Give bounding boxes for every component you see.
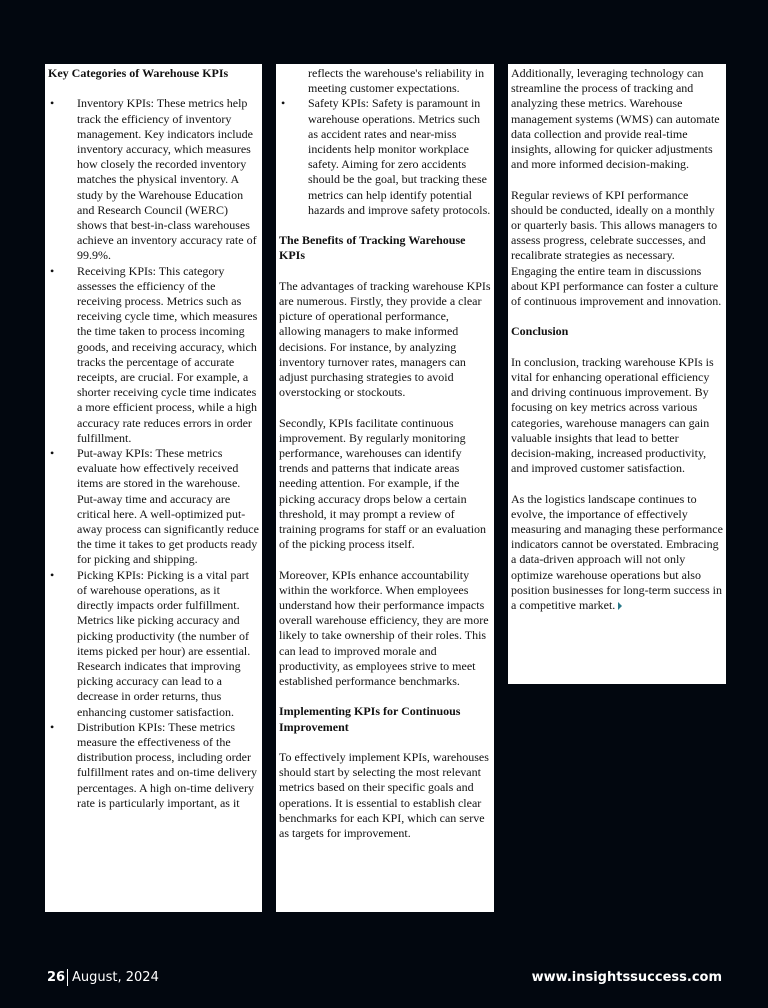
list-item-text: Receiving KPIs: This category assesses the efficiency of the receiving process. Metrics such as receiving cycle time, which measures the time taken to process incoming goods, and receiving accuracy, which tracks the percentage of accurate receipts, are crucial. For example, a shorter receiving cycle time indicates a more efficient process, while a high accuracy rate reduces errors in order fulfillment. bbox=[77, 263, 258, 445]
list-item-text: reflects the warehouse's reliability in meeting customer expectations. bbox=[308, 66, 485, 96]
heading-benefits: The Benefits of Tracking Warehouse KPIs bbox=[279, 233, 466, 263]
list-item-receiving bbox=[48, 264, 259, 446]
list-item-text: Safety KPIs: Safety is paramount in warehouse operations. Metrics such as accident rates and near-miss incidents help monitor workplace safety. Aiming for zero accidents should be the goal, but tracking these metrics can help identify potential hazards and improve safety protocols. bbox=[308, 96, 491, 217]
heading-conclusion: Conclusion bbox=[511, 324, 569, 339]
paragraph-final bbox=[511, 492, 723, 614]
list-item-text: Distribution KPIs: These metrics measure the effectiveness of the distribution process, including order fulfillment rates and on-time delivery percentages. A high on-time delivery rate is particularly important, as it bbox=[77, 719, 257, 810]
list-item-distribution-continued bbox=[279, 66, 491, 96]
column-3 bbox=[508, 64, 726, 684]
list-item-safety bbox=[279, 96, 491, 218]
paragraph: Secondly, KPIs facilitate continuous improvement. By regularly monitoring performance, warehouses can identify trends and patterns that indicate areas needing attention. For example, if the picking accuracy drops below a certain threshold, it may prompt a review of training programs for staff or an evaluation of the picking process itself. bbox=[279, 415, 487, 552]
paragraph: Additionally, leveraging technology can streamline the process of tracking and analyzing these metrics. Warehouse management systems (WMS) can automate data collection and provide real-time insights, allowing for quicker adjustments and more informed decision-making. bbox=[511, 66, 720, 172]
column-1 bbox=[45, 64, 262, 912]
paragraph: The advantages of tracking warehouse KPIs are numerous. Firstly, they provide a clear picture of operational performance, allowing managers to make informed decisions. For instance, by analyzing inventory turnover rates, managers can adjust purchasing strategies to avoid overstocking or stockouts. bbox=[279, 278, 491, 400]
heading-implementing: Implementing KPIs for Continuous Improvement bbox=[279, 704, 461, 734]
bullet-icon: • bbox=[50, 567, 55, 582]
bullet-icon: • bbox=[281, 96, 286, 111]
paragraph: To effectively implement KPIs, warehouses should start by selecting the most relevant metrics based on their specific goals and operations. It is essential to establish clear benchmarks for each KPI, which can serve as targets for improvement. bbox=[279, 750, 489, 841]
bullet-icon: • bbox=[50, 446, 55, 461]
paragraph: In conclusion, tracking warehouse KPIs is vital for enhancing operational efficiency and driving continuous improvement. By focusing on key metrics across various categories, warehouse managers can gain valuable insights that lead to better decision-making, increased productivity, and improved customer satisfaction. bbox=[511, 354, 714, 476]
heading-key-categories: Key Categories of Warehouse KPIs bbox=[48, 66, 229, 80]
list-item-inventory bbox=[48, 96, 259, 263]
bullet-icon: • bbox=[50, 263, 55, 278]
paragraph: Moreover, KPIs enhance accountability within the workforce. When employees understand how their performance impacts overall warehouse efficiency, they are more likely to take ownership of their roles. This can lead to improved morale and productivity, as employees strive to meet established performance benchmarks. bbox=[279, 567, 489, 689]
page-number: 26 bbox=[47, 970, 66, 985]
bullet-icon: • bbox=[50, 719, 55, 734]
column-2 bbox=[276, 64, 494, 912]
end-marker-icon bbox=[618, 602, 622, 610]
list-item-put-away bbox=[48, 446, 259, 568]
list-item-text: Picking KPIs: Picking is a vital part of warehouse operations, as it directly impacts order fulfillment. Metrics like picking accuracy and picking productivity (the number of items picked per hour) are essential. Research indicates that improving picking accuracy can lead to a decrease in order returns, thus enhancing customer satisfaction. bbox=[77, 567, 251, 719]
website-link[interactable]: www.insightssuccess.com bbox=[531, 970, 722, 985]
paragraph: Regular reviews of KPI performance should be conducted, ideally on a monthly or quarterly basis. This allows managers to assess progress, celebrate successes, and recalibrate strategies as necessary. Engaging the entire team in discussions about KPI performance can foster a culture of continuous improvement and innovation. bbox=[511, 187, 722, 309]
issue-date: August, 2024 bbox=[72, 970, 159, 985]
paragraph-text: As the logistics landscape continues to evolve, the importance of effectively measuring and managing these performance indicators cannot be overstated. Embracing a data-driven approach will not only optimize warehouse operations but also position businesses for long-term success in a competitive market. bbox=[511, 491, 723, 613]
list-item-distribution bbox=[48, 720, 259, 811]
kpi-category-list-continued bbox=[279, 66, 491, 218]
list-item-text: Inventory KPIs: These metrics help track the efficiency of inventory management. Key indicators include inventory accuracy, which measures how closely the recorded inventory matches the physical inventory. A study by the Warehouse Education and Research Council (WERC) shows that best-in-class warehouses achieve an inventory accuracy rate of 99.9%. bbox=[77, 96, 257, 263]
page-footer bbox=[0, 966, 768, 994]
footer-divider bbox=[67, 969, 68, 986]
bullet-icon: • bbox=[50, 96, 55, 111]
list-item-picking bbox=[48, 568, 259, 720]
kpi-category-list bbox=[48, 96, 259, 811]
list-item-text: Put-away KPIs: These metrics evaluate how effectively received items are stored in the warehouse. Put-away time and accuracy are critical here. A well-optimized put-away process can significantly reduce the time it takes to get products ready for picking and shipping. bbox=[77, 446, 259, 567]
